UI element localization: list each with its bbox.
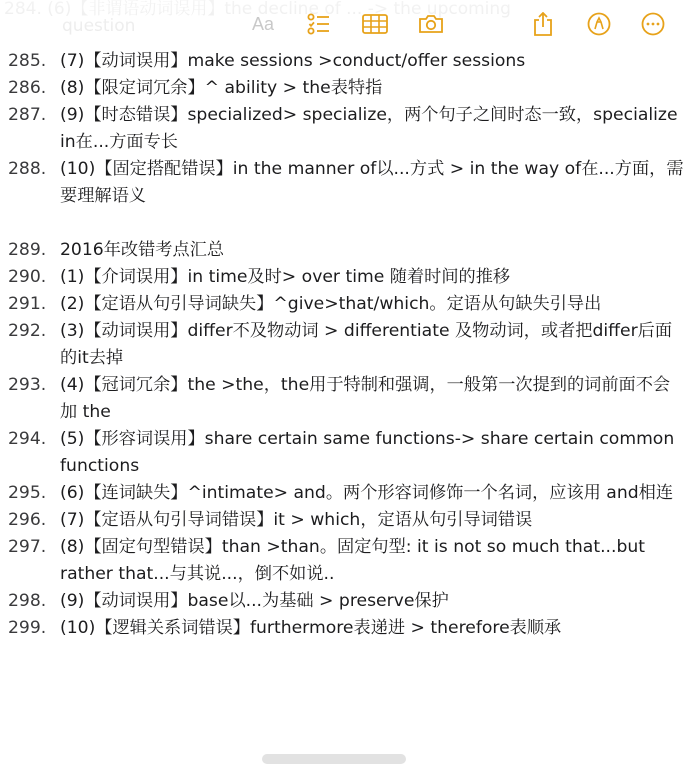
item-text: 2016年改错考点汇总: [60, 240, 225, 260]
format-text-button[interactable]: Aa: [251, 13, 275, 34]
list-item: [8, 426, 684, 480]
item-text: (7)【动词误用】make sessions >conduct/offer sessions: [60, 51, 526, 71]
list-item: [8, 291, 684, 318]
list-item: [8, 480, 684, 507]
list-item: [8, 48, 684, 75]
item-text: (9)【时态错误】specialized> specialize，两个句子之间时态一致，specialize in在...方面专长: [60, 105, 678, 152]
list-item: [8, 102, 684, 156]
item-number: 296.: [8, 510, 47, 530]
blank-line: [8, 210, 684, 237]
list-item: [8, 615, 684, 642]
item-number: 289.: [8, 240, 47, 260]
item-text: (7)【定语从句引导词错误】it > which，定语从句引导词错误: [60, 510, 533, 530]
list-item: [8, 534, 684, 588]
pen-circle-icon: [587, 12, 611, 36]
item-number: 292.: [8, 321, 47, 341]
item-text: (1)【介词误用】in time及时> over time 随着时间的推移: [60, 267, 511, 287]
home-indicator: [262, 754, 406, 764]
table-icon: [362, 14, 388, 34]
item-text: (9)【动词误用】base以...为基础 > preserve保护: [60, 591, 449, 611]
section-heading: [8, 237, 684, 264]
list-item: [8, 318, 684, 372]
item-text: (2)【定语从句引导词缺失】^give>that/which。定语从句缺失引导出: [60, 294, 602, 314]
item-text: (4)【冠词冗余】the >the，the用于特制和强调，一般第一次提到的词前面不会加 the: [60, 375, 671, 422]
item-text: (8)【限定词冗余】^ ability > the表特指: [60, 78, 383, 98]
item-number: 291.: [8, 294, 47, 314]
item-number: 287.: [8, 105, 47, 125]
list-item: [8, 156, 684, 210]
list-item: [8, 264, 684, 291]
checklist-button[interactable]: [304, 10, 334, 38]
share-icon: [533, 12, 553, 36]
item-number: 298.: [8, 591, 47, 611]
item-number: 288.: [8, 159, 47, 179]
camera-button[interactable]: [416, 10, 446, 38]
item-number: 293.: [8, 375, 47, 395]
item-text: (10)【逻辑关系词错误】furthermore表递进 > therefore表顺承: [60, 618, 562, 638]
item-number: 294.: [8, 429, 47, 449]
markup-button[interactable]: [584, 10, 614, 38]
item-text: (6)【连词缺失】^intimate> and。两个形容词修饰一个名词，应该用 and相连: [60, 483, 674, 503]
share-button[interactable]: [528, 10, 558, 38]
item-text: (10)【固定搭配错误】in the manner of以...方式 > in the way of在...方面，需要理解语义: [60, 159, 684, 206]
item-number: 297.: [8, 537, 47, 557]
list-item: [8, 372, 684, 426]
more-icon: [641, 12, 665, 36]
list-item: [8, 588, 684, 615]
item-text: (5)【形容词误用】share certain same functions-> share certain common functions: [60, 429, 675, 476]
list-item: [8, 507, 684, 534]
notes-toolbar: [0, 0, 690, 48]
item-text: (3)【动词误用】differ不及物动词 > differentiate 及物动词，或者把differ后面的it去掉: [60, 321, 673, 368]
item-number: 290.: [8, 267, 47, 287]
camera-icon: [418, 14, 444, 34]
item-number: 286.: [8, 78, 47, 98]
more-button[interactable]: [638, 10, 668, 38]
checklist-icon: [307, 13, 331, 35]
table-button[interactable]: [360, 10, 390, 38]
note-body[interactable]: [8, 48, 684, 642]
item-text: (8)【固定句型错误】than >than。固定句型: it is not so much that...but rather that...与其说...，倒不如说..: [60, 537, 646, 584]
item-number: 295.: [8, 483, 47, 503]
item-number: 285.: [8, 51, 47, 71]
list-item: [8, 75, 684, 102]
item-number: 299.: [8, 618, 47, 638]
